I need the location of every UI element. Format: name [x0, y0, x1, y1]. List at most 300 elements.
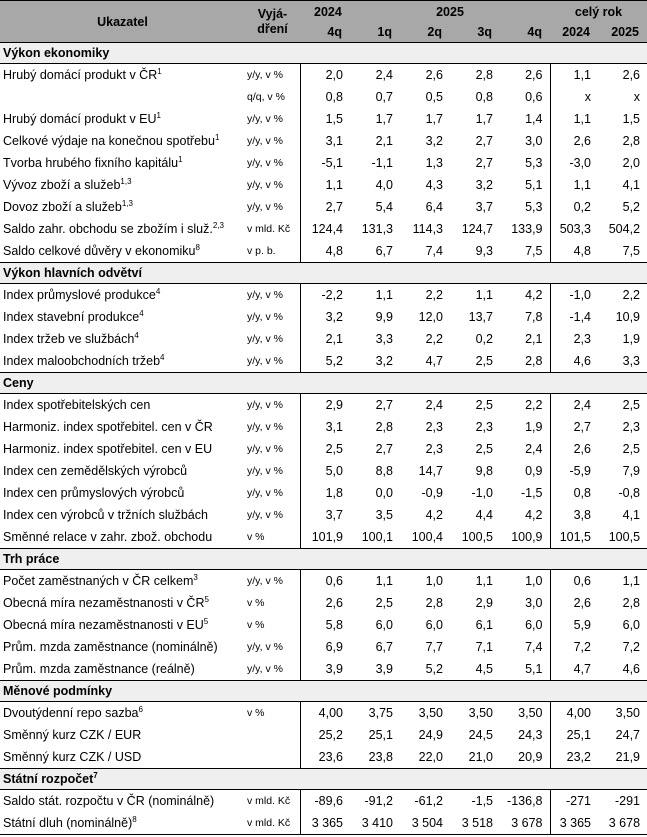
value-cell: -61,2 — [414, 794, 443, 808]
column-header-year-2025: 2025 — [598, 22, 647, 43]
indicator-label — [0, 306, 245, 328]
value-cell: 22,0 — [418, 750, 443, 764]
indicator-label — [0, 790, 245, 813]
value-cell: 4,1 — [622, 178, 641, 192]
footnote-marker: 5 — [203, 616, 209, 626]
footnote-marker: 3 — [193, 572, 198, 582]
value-cell: 133,9 — [511, 222, 543, 236]
value-cell: 2,2 — [525, 398, 543, 412]
value-cell: 3,3 — [622, 354, 641, 368]
value-cell: 2,6 — [425, 68, 443, 82]
value-cell: 24,3 — [518, 728, 543, 742]
indicator-label-text: Index cen průmyslových výrobců — [3, 486, 185, 500]
indicator-label — [0, 394, 245, 417]
value-cell: 2,5 — [475, 354, 493, 368]
value-cell: 2,6 — [300, 592, 350, 614]
indicator-label — [0, 416, 245, 438]
section-row — [0, 769, 647, 790]
indicator-label — [0, 702, 245, 725]
unit-label: v mld. Kč — [247, 223, 291, 235]
value-cell: 5,0 — [300, 460, 350, 482]
unit-label: v p. b. — [247, 245, 276, 257]
value-cell: 2,7 — [475, 156, 493, 170]
table-row — [0, 284, 647, 307]
value-cell: 7,4 — [425, 244, 443, 258]
value-cell: 5,8 — [300, 614, 350, 636]
value-cell: 1,1 — [300, 174, 350, 196]
footnote-marker: 4 — [134, 330, 139, 340]
value-cell: 1,9 — [525, 420, 543, 434]
indicator-label — [0, 64, 245, 87]
value-cell: 7,4 — [525, 640, 543, 654]
value-cell: -1,0 — [471, 486, 493, 500]
value-cell: 2,3 — [425, 442, 443, 456]
value-cell: 3 410 — [361, 816, 393, 830]
value-cell: -0,9 — [421, 486, 443, 500]
value-cell: -2,2 — [300, 284, 350, 307]
value-cell: 1,1 — [475, 574, 493, 588]
value-cell: -1,0 — [550, 284, 598, 307]
value-cell: 7,2 — [550, 636, 598, 658]
section-title-text: Měnové podmínky — [3, 684, 113, 698]
section-title — [0, 549, 647, 570]
footnote-marker: 1,3 — [120, 176, 132, 186]
unit-label: y/y, v % — [247, 465, 283, 477]
value-cell: 4,2 — [525, 508, 543, 522]
table-row — [0, 460, 647, 482]
value-cell: 1,1 — [475, 288, 493, 302]
footnote-marker: 1 — [214, 132, 220, 142]
indicator-label-text: Index tržeb ve službách — [3, 332, 135, 346]
value-cell: 3,7 — [475, 200, 493, 214]
unit-label: v mld. Kč — [247, 817, 291, 829]
indicator-label-text: Index cen zemědělských výrobců — [3, 464, 188, 478]
section-title-text: Ceny — [3, 376, 34, 390]
value-cell: 7,2 — [622, 640, 641, 654]
value-cell: 3,50 — [468, 706, 493, 720]
value-cell: 5,3 — [525, 200, 543, 214]
value-cell: 2,6 — [550, 592, 598, 614]
value-cell: 100,5 — [461, 530, 493, 544]
value-cell: 21,9 — [615, 750, 641, 764]
value-cell: 14,7 — [418, 464, 443, 478]
value-cell: 2,5 — [622, 442, 641, 456]
value-cell: 4,6 — [622, 662, 641, 676]
table-row — [0, 416, 647, 438]
section-row — [0, 681, 647, 702]
value-cell: 2,7 — [475, 134, 493, 148]
value-cell: 4,2 — [525, 288, 543, 302]
value-cell: 3 678 — [608, 816, 641, 830]
table-header — [0, 1, 647, 43]
value-cell: 1,1 — [622, 574, 641, 588]
unit-label: y/y, v % — [247, 311, 283, 323]
value-cell: 124,4 — [300, 218, 350, 240]
value-cell: 3,7 — [300, 504, 350, 526]
footnote-marker: 7 — [93, 770, 98, 780]
value-cell: 3,0 — [525, 596, 543, 610]
value-cell: 5,1 — [525, 178, 543, 192]
column-group-2024: 2024 — [300, 1, 350, 23]
value-cell: 100,9 — [511, 530, 543, 544]
value-cell: 24,9 — [418, 728, 443, 742]
value-cell: 2,2 — [622, 288, 641, 302]
value-cell: 100,1 — [361, 530, 393, 544]
table-row — [0, 174, 647, 196]
value-cell: 3 678 — [511, 816, 543, 830]
section-title-text: Státní rozpočet — [3, 772, 94, 786]
value-cell: 5,2 — [425, 662, 443, 676]
value-cell: -1,5 — [471, 794, 493, 808]
value-cell: 3 518 — [461, 816, 493, 830]
value-cell: 25,1 — [550, 724, 598, 746]
indicator-label-text: Index stavební produkce — [3, 310, 140, 324]
value-cell: 3 504 — [411, 816, 443, 830]
value-cell: 6,0 — [525, 618, 543, 632]
value-cell: 5,1 — [525, 662, 543, 676]
table-row — [0, 724, 647, 746]
value-cell: 5,3 — [525, 156, 543, 170]
expression-line1: Vyjá- — [257, 7, 288, 22]
value-cell: 0,8 — [475, 90, 493, 104]
value-cell: 3,9 — [300, 658, 350, 681]
value-cell: 2,8 — [375, 420, 393, 434]
footnote-marker: 4 — [139, 308, 144, 318]
indicator-label-text: Saldo stát. rozpočtu v ČR (nominálně) — [3, 794, 215, 808]
indicator-label — [0, 152, 245, 174]
table-row — [0, 636, 647, 658]
value-cell: 3,1 — [300, 130, 350, 152]
indicator-label — [0, 482, 245, 504]
value-cell: x — [550, 86, 598, 108]
section-row — [0, 549, 647, 570]
unit-label: y/y, v % — [247, 663, 283, 675]
value-cell: 6,7 — [375, 640, 393, 654]
unit-label: y/y, v % — [247, 641, 283, 653]
table-row — [0, 790, 647, 813]
value-cell: 3,50 — [615, 706, 641, 720]
unit-label: v % — [247, 531, 265, 543]
table-row — [0, 394, 647, 417]
value-cell: 0,6 — [525, 90, 543, 104]
indicator-label — [0, 636, 245, 658]
value-cell: 2,3 — [550, 328, 598, 350]
table-row — [0, 350, 647, 373]
indicator-label — [0, 438, 245, 460]
indicator-label-text: Prům. mzda zaměstnance (nominálně) — [3, 640, 218, 654]
indicator-label — [0, 570, 245, 593]
value-cell: 5,4 — [375, 200, 393, 214]
indicator-label-text: Celkové výdaje na konečnou spotřebu — [3, 134, 215, 148]
table-row — [0, 658, 647, 681]
value-cell: 114,3 — [412, 222, 443, 236]
unit-label: v % — [247, 707, 265, 719]
value-cell: 24,5 — [468, 728, 493, 742]
table-row — [0, 328, 647, 350]
table-row — [0, 504, 647, 526]
unit-label: y/y, v % — [247, 487, 283, 499]
section-title — [0, 263, 647, 284]
value-cell: 1,3 — [425, 156, 443, 170]
indicator-label-text: Index cen výrobců v tržních službách — [3, 508, 208, 522]
value-cell: 6,0 — [622, 618, 641, 632]
column-header-4q-2024: 4q — [300, 22, 350, 43]
value-cell: 101,5 — [550, 526, 598, 549]
unit-label: y/y, v % — [247, 509, 283, 521]
indicator-label-text: Směnné relace v zahr. zbož. obchodu — [3, 530, 213, 544]
value-cell: 3 365 — [550, 812, 598, 835]
value-cell: 3,2 — [425, 134, 443, 148]
unit-label: y/y, v % — [247, 69, 283, 81]
section-row — [0, 373, 647, 394]
indicator-label-text: Index průmyslové produkce — [3, 288, 156, 302]
column-group-full-year: celý rok — [550, 1, 647, 23]
value-cell: 3,2 — [375, 354, 393, 368]
value-cell: 2,1 — [300, 328, 350, 350]
value-cell: 2,8 — [425, 596, 443, 610]
value-cell: 0,6 — [300, 570, 350, 593]
value-cell: 3,1 — [300, 416, 350, 438]
value-cell: 5,2 — [622, 200, 641, 214]
unit-label: y/y, v % — [247, 201, 283, 213]
indicator-label — [0, 108, 245, 130]
value-cell: 1,1 — [375, 574, 393, 588]
value-cell: 23,2 — [550, 746, 598, 769]
value-cell: 6,1 — [475, 618, 493, 632]
indicator-label-text: Hrubý domácí produkt v EU — [3, 112, 157, 126]
footnote-marker: 4 — [160, 352, 165, 362]
value-cell: -1,1 — [371, 156, 393, 170]
section-row — [0, 263, 647, 284]
value-cell: 6,7 — [375, 244, 393, 258]
value-cell: 0,0 — [375, 486, 393, 500]
value-cell: 1,5 — [622, 112, 641, 126]
value-cell: 12,0 — [418, 310, 443, 324]
value-cell: -3,0 — [550, 152, 598, 174]
value-cell: 1,0 — [425, 574, 443, 588]
unit-label: v % — [247, 597, 265, 609]
value-cell: -291 — [614, 794, 641, 808]
value-cell: 0,7 — [375, 90, 393, 104]
value-cell: 2,5 — [622, 398, 641, 412]
value-cell: 4,8 — [300, 240, 350, 263]
value-cell: 1,7 — [375, 112, 393, 126]
indicator-label-text: Saldo celkové důvěry v ekonomiku — [3, 244, 196, 258]
value-cell: 3,5 — [375, 508, 393, 522]
value-cell: 24,7 — [615, 728, 641, 742]
value-cell: 3,9 — [375, 662, 393, 676]
value-cell: 10,9 — [615, 310, 641, 324]
value-cell: 3,2 — [475, 178, 493, 192]
section-title — [0, 43, 647, 64]
value-cell: 3,50 — [518, 706, 543, 720]
indicator-label-text: Obecná míra nezaměstnanosti v ČR — [3, 596, 205, 610]
value-cell: 2,2 — [425, 288, 443, 302]
value-cell: 1,4 — [525, 112, 543, 126]
value-cell: 503,3 — [550, 218, 598, 240]
unit-label — [245, 724, 300, 746]
table-row — [0, 64, 647, 87]
value-cell: 2,6 — [622, 68, 641, 82]
footnote-marker: 1 — [157, 66, 162, 76]
table-row — [0, 526, 647, 549]
indicator-label — [0, 218, 245, 240]
value-cell: 9,9 — [375, 310, 393, 324]
section-title — [0, 373, 647, 394]
value-cell: 3,2 — [300, 306, 350, 328]
value-cell: 13,7 — [468, 310, 493, 324]
table-body — [0, 43, 647, 835]
value-cell: 3,0 — [525, 134, 543, 148]
value-cell: 2,8 — [475, 68, 493, 82]
value-cell: 6,4 — [425, 200, 443, 214]
value-cell: 3,75 — [368, 706, 393, 720]
value-cell: 3,8 — [550, 504, 598, 526]
indicator-label — [0, 658, 245, 681]
value-cell: 2,0 — [300, 64, 350, 87]
table-row — [0, 108, 647, 130]
value-cell: 4,7 — [550, 658, 598, 681]
table-row — [0, 306, 647, 328]
table-row — [0, 614, 647, 636]
value-cell: 7,7 — [425, 640, 443, 654]
value-cell: 6,9 — [300, 636, 350, 658]
value-cell: 4,2 — [425, 508, 443, 522]
value-cell: 0,5 — [425, 90, 443, 104]
unit-label: v mld. Kč — [247, 795, 291, 807]
unit-label: y/y, v % — [247, 135, 283, 147]
column-header-3q-2025: 3q — [450, 22, 500, 43]
table-row — [0, 130, 647, 152]
value-cell: 7,8 — [525, 310, 543, 324]
value-cell: 2,7 — [375, 442, 393, 456]
value-cell: 5,2 — [300, 350, 350, 373]
value-cell: 0,2 — [550, 196, 598, 218]
footnote-marker: 4 — [155, 286, 161, 296]
value-cell: 2,7 — [375, 398, 393, 412]
footnote-marker: 2,3 — [212, 220, 224, 230]
value-cell: 7,9 — [622, 464, 641, 478]
unit-label: y/y, v % — [247, 289, 283, 301]
value-cell: 100,5 — [608, 530, 641, 544]
value-cell: 0,9 — [525, 464, 543, 478]
column-header-1q-2025: 1q — [350, 22, 400, 43]
footnote-marker: 1 — [178, 154, 183, 164]
value-cell: 5,9 — [550, 614, 598, 636]
value-cell: -5,1 — [300, 152, 350, 174]
indicator-label — [0, 724, 245, 746]
value-cell: 9,8 — [475, 464, 493, 478]
section-title — [0, 681, 647, 702]
section-row — [0, 43, 647, 64]
value-cell: 2,4 — [375, 68, 393, 82]
value-cell: 2,2 — [425, 332, 443, 346]
value-cell: 4,7 — [425, 354, 443, 368]
column-header-expression — [245, 1, 300, 43]
indicator-label — [0, 196, 245, 218]
value-cell: 100,4 — [411, 530, 443, 544]
value-cell: 2,3 — [475, 420, 493, 434]
value-cell: 0,8 — [550, 482, 598, 504]
value-cell: -271 — [550, 790, 598, 813]
table-row — [0, 570, 647, 593]
value-cell: 8,8 — [375, 464, 393, 478]
unit-label: y/y, v % — [247, 157, 283, 169]
value-cell: x — [633, 90, 641, 104]
indicator-label — [0, 614, 245, 636]
indicator-label — [0, 812, 245, 835]
value-cell: 1,8 — [300, 482, 350, 504]
value-cell: 2,8 — [622, 596, 641, 610]
value-cell: 21,0 — [468, 750, 493, 764]
table-row — [0, 438, 647, 460]
value-cell: -1,4 — [550, 306, 598, 328]
section-title-text: Výkon hlavních odvětví — [3, 266, 142, 280]
value-cell: 4,3 — [425, 178, 443, 192]
indicator-label-text: Vývoz zboží a služeb — [3, 178, 121, 192]
indicator-label-text: Počet zaměstnaných v ČR celkem — [3, 574, 194, 588]
value-cell: 2,5 — [475, 398, 493, 412]
column-header-4q-2025: 4q — [500, 22, 550, 43]
footnote-marker: 1 — [156, 110, 161, 120]
value-cell: 1,5 — [300, 108, 350, 130]
value-cell: 2,8 — [622, 134, 641, 148]
value-cell: 9,3 — [475, 244, 493, 258]
value-cell: 25,2 — [300, 724, 350, 746]
indicator-label-text: Index maloobchodních tržeb — [3, 354, 161, 368]
indicator-label-text: Index spotřebitelských cen — [3, 398, 151, 412]
value-cell: 2,7 — [300, 196, 350, 218]
value-cell: -0,8 — [618, 486, 641, 500]
indicator-label — [0, 240, 245, 263]
value-cell: 6,0 — [425, 618, 443, 632]
footnote-marker: 5 — [204, 594, 209, 604]
value-cell: 1,1 — [550, 64, 598, 87]
indicator-label — [0, 460, 245, 482]
value-cell: 0,8 — [300, 86, 350, 108]
indicator-label-text: Saldo zahr. obchodu se zbožím i služ. — [3, 222, 213, 236]
table-row — [0, 196, 647, 218]
table-row — [0, 240, 647, 263]
value-cell: 3,50 — [418, 706, 443, 720]
section-title-text: Výkon ekonomiky — [3, 46, 110, 60]
indicator-label-text: Státní dluh (nominálně) — [3, 816, 133, 830]
unit-label: y/y, v % — [247, 443, 283, 455]
indicator-label — [0, 174, 245, 196]
unit-label: y/y, v % — [247, 575, 283, 587]
indicator-label-text: Tvorba hrubého fixního kapitálu — [3, 156, 179, 170]
value-cell: 124,7 — [461, 222, 493, 236]
value-cell: 2,6 — [525, 68, 543, 82]
value-cell: 25,1 — [368, 728, 393, 742]
value-cell: 7,1 — [475, 640, 493, 654]
table-row — [0, 482, 647, 504]
indicator-label — [0, 592, 245, 614]
value-cell: 1,1 — [550, 108, 598, 130]
table-row — [0, 152, 647, 174]
value-cell: 2,5 — [475, 442, 493, 456]
column-header-indicator: Ukazatel — [0, 1, 245, 43]
indicator-label — [0, 86, 245, 108]
footnote-marker: 8 — [195, 242, 200, 252]
indicator-label — [0, 328, 245, 350]
value-cell: 20,9 — [518, 750, 543, 764]
section-title — [0, 769, 647, 790]
value-cell: 4,8 — [550, 240, 598, 263]
unit-label: y/y, v % — [247, 421, 283, 433]
value-cell: 0,6 — [550, 570, 598, 593]
value-cell: 2,1 — [375, 134, 393, 148]
